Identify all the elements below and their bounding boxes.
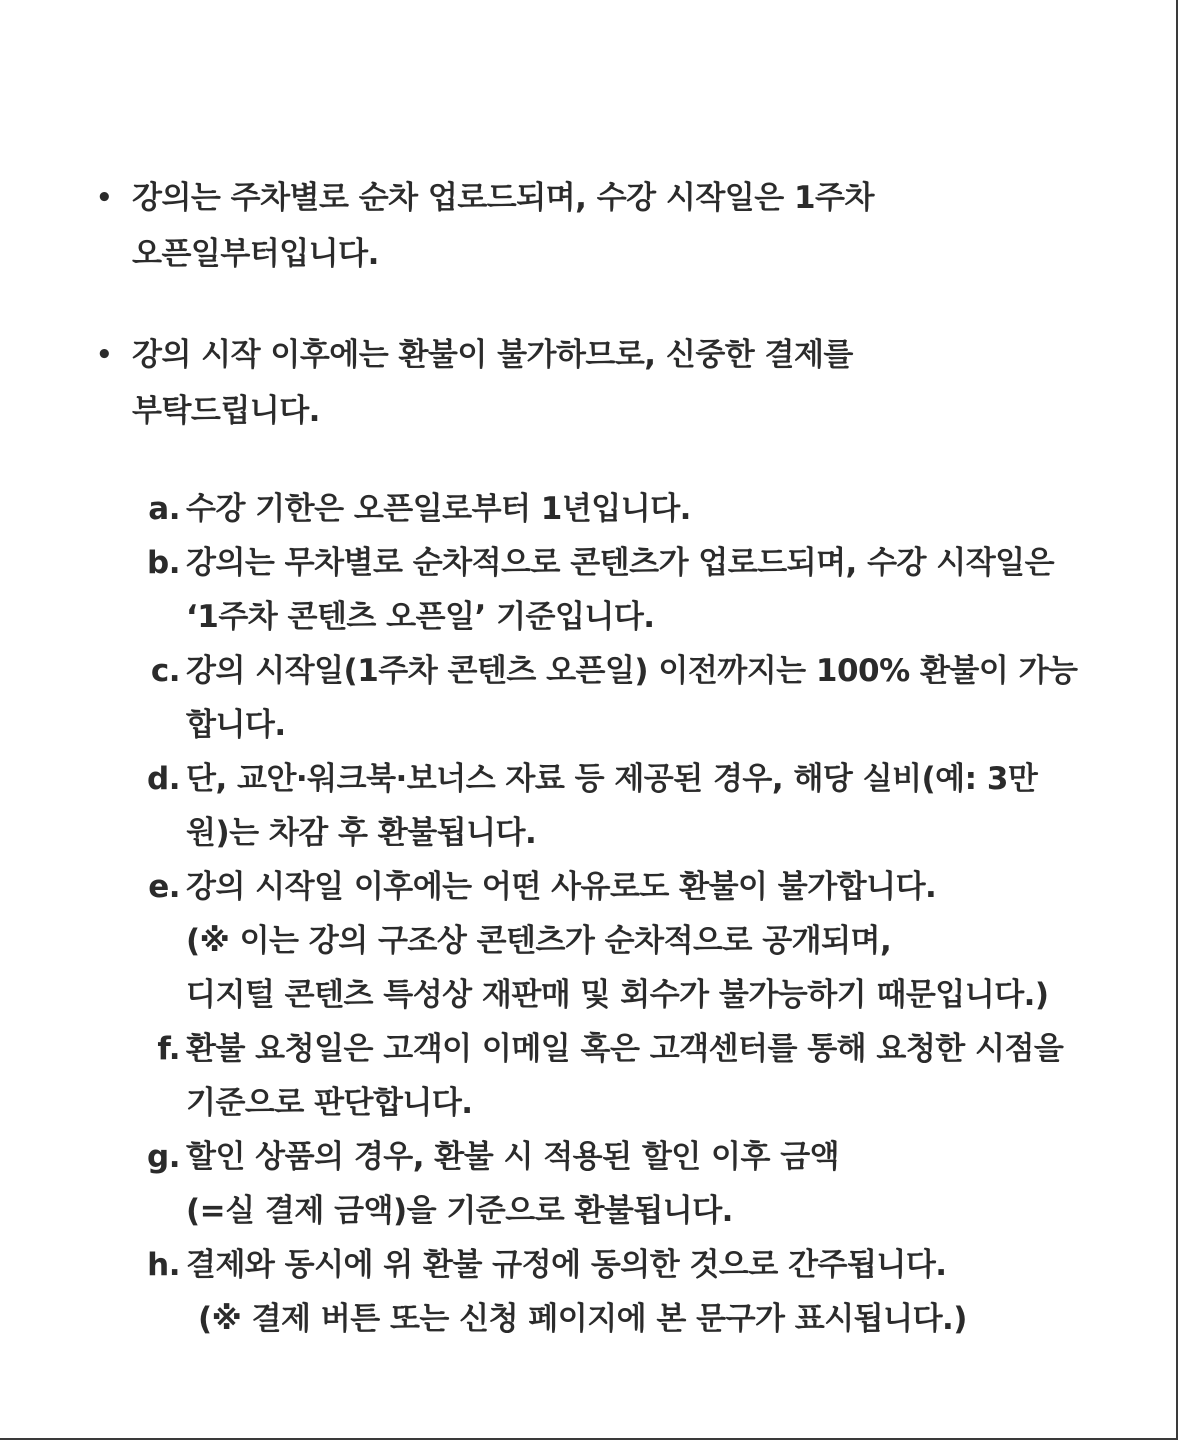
- rule-item-d: [140, 752, 1150, 860]
- rule-line: (※ 결제 버튼 또는 신청 페이지에 본 문구가 표시됩니다.): [198, 1301, 967, 1337]
- rule-item-f: [140, 1022, 1150, 1130]
- bullet-line: 부탁드립니다.: [132, 393, 320, 429]
- refund-rules-list: [140, 482, 1150, 1346]
- list-marker: g.: [147, 1139, 180, 1175]
- rule-line: 단, 교안·워크북·보너스 자료 등 제공된 경우, 해당 실비(예: 3만: [186, 761, 1038, 797]
- rule-line: 기준으로 판단합니다.: [186, 1085, 473, 1121]
- rule-line: 강의 시작일 이후에는 어떤 사유로도 환불이 불가합니다.: [186, 869, 937, 905]
- rule-line: 합니다.: [186, 707, 286, 743]
- rule-item-e: [140, 860, 1150, 1022]
- rule-item-a: [140, 482, 1150, 536]
- rule-line: 수강 기한은 오픈일로부터 1년입니다.: [186, 491, 691, 527]
- rule-line: 결제와 동시에 위 환불 규정에 동의한 것으로 간주됩니다.: [186, 1247, 947, 1283]
- rule-item-g: [140, 1130, 1150, 1238]
- rule-line: 환불 요청일은 고객이 이메일 혹은 고객센터를 통해 요청한 시점을: [186, 1031, 1064, 1067]
- rule-line: (=실 결제 금액)을 기준으로 환불됩니다.: [186, 1193, 733, 1229]
- bullet-line: 강의 시작 이후에는 환불이 불가하므로, 신중한 결제를: [132, 337, 853, 373]
- bullet-dot: •: [96, 340, 113, 370]
- rule-item-b: [140, 536, 1150, 644]
- list-marker: h.: [147, 1247, 180, 1283]
- rule-line: ‘1주차 콘텐츠 오픈일’ 기준입니다.: [186, 599, 655, 635]
- list-marker: a.: [148, 491, 180, 527]
- list-marker: f.: [157, 1031, 180, 1067]
- rule-line: (※ 이는 강의 구조상 콘텐츠가 순차적으로 공개되며,: [186, 923, 892, 959]
- rule-line: 강의는 무차별로 순차적으로 콘텐츠가 업로드되며, 수강 시작일은: [186, 545, 1055, 581]
- list-marker: c.: [150, 653, 180, 689]
- list-marker: e.: [148, 869, 180, 905]
- rule-item-h: [140, 1238, 1150, 1346]
- rule-line: 할인 상품의 경우, 환불 시 적용된 할인 이후 금액: [186, 1139, 840, 1175]
- list-marker: b.: [147, 545, 180, 581]
- bullet-line: 강의는 주차별로 순차 업로드되며, 수강 시작일은 1주차: [132, 180, 874, 216]
- rule-line: 디지털 콘텐츠 특성상 재판매 및 회수가 불가능하기 때문입니다.): [186, 977, 1049, 1013]
- list-marker: d.: [147, 761, 180, 797]
- bullet-text: [132, 327, 992, 439]
- rule-line: 강의 시작일(1주차 콘텐츠 오픈일) 이전까지는 100% 환불이 가능: [186, 653, 1078, 689]
- rule-line: 원)는 차감 후 환불됩니다.: [186, 815, 537, 851]
- bullet-text: [132, 170, 992, 282]
- rule-item-c: [140, 644, 1150, 752]
- bullet-dot: •: [96, 183, 113, 213]
- bullet-line: 오픈일부터입니다.: [132, 236, 379, 272]
